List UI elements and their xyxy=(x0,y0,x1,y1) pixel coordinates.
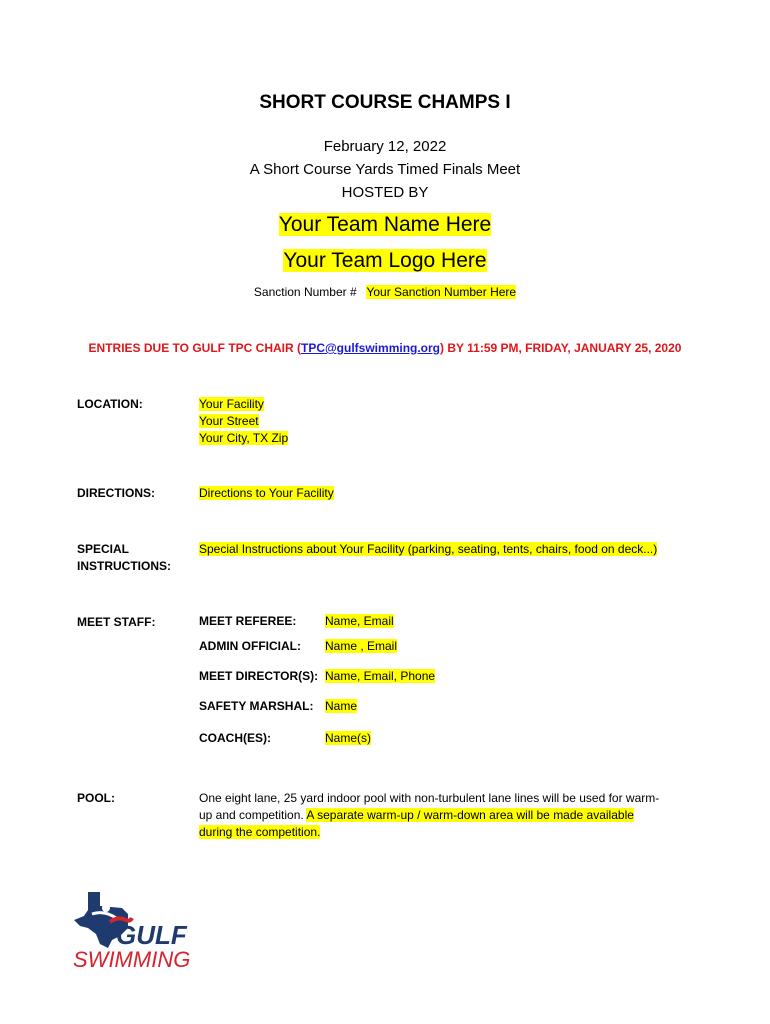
staff-value-coaches xyxy=(325,731,371,745)
gulf-swimming-logo xyxy=(70,888,200,972)
entries-prefix: ENTRIES DUE TO GULF TPC CHAIR ( xyxy=(88,341,301,355)
meet-staff-label: MEET STAFF: xyxy=(77,615,156,629)
team-logo-placeholder: Your Team Logo Here xyxy=(283,249,487,272)
staff-value-text: Name, Email xyxy=(325,614,394,628)
location-street: Your Street xyxy=(199,414,259,428)
entries-deadline xyxy=(0,341,770,355)
team-name-line xyxy=(0,213,770,237)
staff-value-text: Name(s) xyxy=(325,731,372,745)
staff-role-meet-director: MEET DIRECTOR(S): xyxy=(199,669,319,683)
special-instructions-label xyxy=(77,541,171,575)
special-label-line1: SPECIAL xyxy=(77,542,130,556)
location-city: Your City, TX Zip xyxy=(199,431,289,445)
logo-word-gulf: GULF xyxy=(116,920,187,950)
staff-value-meet-director xyxy=(325,669,435,683)
staff-role-admin-official: ADMIN OFFICIAL: xyxy=(199,639,301,653)
staff-value-text: Name , Email xyxy=(325,639,398,653)
meet-date: February 12, 2022 xyxy=(323,138,447,155)
meet-type: A Short Course Yards Timed Finals Meet xyxy=(249,161,521,178)
team-logo-line xyxy=(0,249,770,273)
swimmer-head-icon xyxy=(102,904,110,912)
directions-value-line xyxy=(199,485,334,502)
staff-value-safety-marshal xyxy=(325,699,357,713)
hosted-by: HOSTED BY xyxy=(341,184,429,201)
sanction-label: Sanction Number # xyxy=(253,285,357,299)
staff-role-coaches: COACH(ES): xyxy=(199,731,271,745)
staff-value-text: Name xyxy=(325,699,358,713)
pool-text-plain: One eight lane, 25 yard indoor pool with non-turbulent lane lines will be used for warm-up and competition. xyxy=(199,791,660,822)
staff-value-referee xyxy=(325,614,394,628)
staff-value-admin-official xyxy=(325,639,397,653)
staff-role-referee: MEET REFEREE: xyxy=(199,614,297,628)
sanction-number: Your Sanction Number Here xyxy=(366,285,517,299)
staff-value-text: Name, Email, Phone xyxy=(325,669,436,683)
special-instructions-value: Special Instructions about Your Facility (parking, seating, tents, chairs, food on deck...) xyxy=(199,542,658,556)
sanction-line xyxy=(0,285,770,299)
gulf-swimming-logo-graphic xyxy=(70,888,200,972)
special-instructions-line xyxy=(199,541,657,558)
special-label-line2: INSTRUCTIONS: xyxy=(77,559,171,573)
meet-title: SHORT COURSE CHAMPS I xyxy=(259,92,511,113)
pool-description xyxy=(199,790,669,841)
team-name: Your Team Name Here xyxy=(278,213,492,236)
pool-text-highlight: A separate warm-up / warm-down area will be made available during the competition. xyxy=(199,808,634,839)
directions-value: Directions to Your Facility xyxy=(199,486,334,500)
location-facility: Your Facility xyxy=(199,397,264,411)
logo-word-swimming: SWIMMING xyxy=(73,947,191,972)
pool-label: POOL: xyxy=(77,791,115,805)
tpc-email-link[interactable]: TPC@gulfswimming.org xyxy=(300,341,441,355)
directions-label: DIRECTIONS: xyxy=(77,486,155,500)
location-label: LOCATION: xyxy=(77,397,143,411)
location-value xyxy=(199,396,288,447)
staff-role-safety-marshal: SAFETY MARSHAL: xyxy=(199,699,314,713)
entries-suffix: ) BY 11:59 PM, FRIDAY, JANUARY 25, 2020 xyxy=(440,341,682,355)
